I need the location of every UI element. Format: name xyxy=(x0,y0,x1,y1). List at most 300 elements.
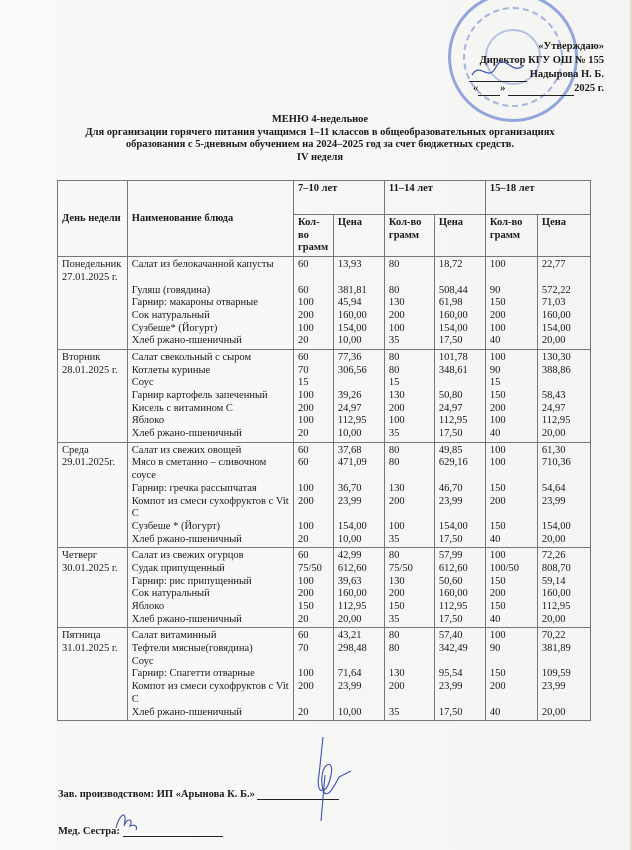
qty-7-10-cell xyxy=(293,548,333,628)
qty-7-10: 200 xyxy=(297,495,314,507)
dish-name: Кисель с витамином С xyxy=(131,402,233,414)
price-11-14: 50,60 xyxy=(438,575,463,587)
qty-15-18: 150 xyxy=(489,601,506,613)
price-7-10: 20,00 xyxy=(337,613,362,625)
qty-7-10: 200 xyxy=(297,402,314,414)
dish-name: Салат из свежих овощей xyxy=(131,444,242,456)
qty-15-18: 40 xyxy=(489,706,501,718)
day-date: 28.01.2025 г. xyxy=(62,364,118,376)
header-age-11-14: 11–14 лет xyxy=(384,181,485,215)
price-11-14: 508,44 xyxy=(438,284,468,296)
dish-name: Салат из свежих огурцов xyxy=(131,550,244,562)
day-date: 29.01.2025г. xyxy=(62,457,115,469)
title-line-2: Для организации горячего питания учащимся 1–11 классов в общеобразовательных организациях xyxy=(85,126,555,138)
day-cell xyxy=(58,442,128,548)
price-15-18: 20,00 xyxy=(541,706,566,718)
price-7-10: 42,99 xyxy=(337,550,362,562)
qty-15-18: 100 xyxy=(489,444,506,456)
price-15-18 xyxy=(542,656,586,669)
price-15-18: 160,00 xyxy=(541,588,571,600)
qty-15-18: 100/50 xyxy=(489,562,520,574)
price-15-18: 72,26 xyxy=(541,550,566,562)
dish-name: Компот из смеси сухофруктов с Vit C xyxy=(131,495,289,520)
price-7-10: 154,00 xyxy=(337,322,367,334)
qty-7-10: 100 xyxy=(297,297,314,309)
price-7-10: 43,21 xyxy=(337,630,362,642)
price-7-10: 10,00 xyxy=(337,533,362,545)
price-7-10: 154,00 xyxy=(337,520,367,532)
price-7-10: 77,36 xyxy=(337,351,362,363)
qty-11-14: 80 xyxy=(388,351,400,363)
qty-15-18: 150 xyxy=(489,390,506,401)
qty-11-14: 130 xyxy=(388,482,405,494)
price-7-10 xyxy=(338,656,380,669)
price-11-14: 112,95 xyxy=(438,601,468,613)
qty-7-10: 70 xyxy=(297,643,309,655)
approval-director: Директор КГУ ОШ № 155 xyxy=(479,55,604,66)
price-7-10: 36,70 xyxy=(337,482,362,494)
price-15-18: 24,97 xyxy=(541,402,566,414)
price-11-14: 160,00 xyxy=(438,309,468,321)
price-11-14: 348,61 xyxy=(438,364,468,376)
qty-15-18: 100 xyxy=(489,259,506,271)
dish-cell xyxy=(127,548,293,628)
qty-15-18: 200 xyxy=(489,309,506,321)
price-7-10-cell xyxy=(333,349,384,442)
day-row xyxy=(58,628,591,721)
qty-15-18: 90 xyxy=(489,364,501,376)
title-line-1: МЕНЮ 4-недельное xyxy=(271,114,369,125)
price-15-18: 54,64 xyxy=(541,482,566,494)
header-price-11-14: Цена xyxy=(434,215,485,257)
qty-7-10: 100 xyxy=(297,415,314,427)
production-signature-icon xyxy=(305,735,355,825)
date-quote-close: » xyxy=(500,83,506,94)
dish-cell xyxy=(127,257,293,350)
qty-11-14: 100 xyxy=(388,520,405,532)
dish-name: Тефтели мясные(говядина) xyxy=(131,643,253,655)
price-15-18-cell xyxy=(537,257,590,350)
qty-7-10: 60 xyxy=(297,630,309,642)
header-age-7-10: 7–10 лет xyxy=(293,181,384,215)
qty-7-10: 20 xyxy=(297,613,309,625)
qty-11-14: 130 xyxy=(388,390,405,401)
day-cell xyxy=(58,257,128,350)
price-15-18: 710,36 xyxy=(541,457,571,469)
qty-11-14: 35 xyxy=(388,706,400,718)
qty-15-18: 150 xyxy=(489,482,506,494)
qty-11-14: 80 xyxy=(388,364,400,376)
price-11-14: 50,80 xyxy=(438,390,463,401)
price-15-18-cell xyxy=(537,442,590,548)
price-15-18: 381,89 xyxy=(541,643,571,655)
dish-name: Салат витаминный xyxy=(131,630,217,642)
qty-7-10 xyxy=(298,656,329,669)
day-name: Понедельник xyxy=(62,259,122,271)
approval-name: Надырова Н. Б. xyxy=(529,69,604,80)
price-11-14: 17,50 xyxy=(438,428,463,440)
qty-15-18: 90 xyxy=(489,643,501,655)
price-11-14-cell xyxy=(434,257,485,350)
qty-7-10: 20 xyxy=(297,533,309,545)
price-15-18: 130,30 xyxy=(541,351,571,363)
header-qty-15-18: Кол-во грамм xyxy=(485,215,537,257)
price-15-18: 20,00 xyxy=(541,428,566,440)
price-11-14-cell xyxy=(434,442,485,548)
qty-11-14: 200 xyxy=(388,495,405,507)
qty-15-18-cell xyxy=(485,442,537,548)
qty-15-18: 200 xyxy=(489,402,506,414)
qty-11-14: 80 xyxy=(388,259,400,271)
dish-name: Компот из смеси сухофруктов с Vit C xyxy=(131,681,289,705)
qty-15-18: 150 xyxy=(489,575,506,587)
qty-11-14: 130 xyxy=(388,668,405,680)
price-11-14: 24,97 xyxy=(438,402,463,414)
price-11-14: 49,85 xyxy=(438,444,463,456)
price-7-10: 13,93 xyxy=(337,259,362,271)
nurse-signature-icon xyxy=(112,808,142,832)
price-15-18: 23,99 xyxy=(541,681,566,693)
price-15-18: 61,30 xyxy=(541,444,566,456)
price-15-18: 388,86 xyxy=(541,364,571,376)
price-7-10: 160,00 xyxy=(337,588,367,600)
qty-7-10-cell xyxy=(293,442,333,548)
qty-15-18: 40 xyxy=(489,335,501,347)
qty-11-14: 80 xyxy=(388,643,400,655)
price-7-10: 112,95 xyxy=(337,601,367,613)
qty-15-18: 150 xyxy=(489,668,506,680)
price-7-10-cell xyxy=(333,257,384,350)
qty-7-10: 100 xyxy=(297,482,314,494)
dish-name: Сок натуральный xyxy=(131,309,210,321)
price-11-14: 154,00 xyxy=(438,520,468,532)
qty-7-10: 100 xyxy=(297,575,314,587)
dish-name: Салат свекольный с сыром xyxy=(131,351,252,363)
title-line-3: образования с 5-дневным обучением на 2024–2025 год за счет бюджетных средств. xyxy=(125,139,515,150)
day-row xyxy=(58,548,591,628)
dish-name: Судак припущенный xyxy=(131,562,225,574)
qty-11-14: 200 xyxy=(388,681,405,693)
qty-7-10: 70 xyxy=(297,364,309,376)
dish-cell xyxy=(127,442,293,548)
qty-11-14: 75/50 xyxy=(388,562,413,574)
qty-7-10: 60 xyxy=(297,284,309,296)
qty-15-18: 150 xyxy=(489,297,506,309)
price-7-10: 39,63 xyxy=(337,575,362,587)
qty-15-18 xyxy=(490,656,533,669)
price-7-10: 71,64 xyxy=(337,668,362,680)
nurse-label: Мед. Сестра: xyxy=(58,826,120,837)
qty-7-10: 60 xyxy=(297,457,309,469)
price-11-14: 629,16 xyxy=(438,457,468,469)
qty-11-14-cell xyxy=(384,349,434,442)
production-head-line xyxy=(58,789,339,800)
price-7-10: 298,48 xyxy=(337,643,367,655)
dish-name: Хлеб ржано-пшеничный xyxy=(131,428,242,440)
price-11-14: 17,50 xyxy=(438,533,463,545)
qty-7-10: 20 xyxy=(297,706,309,718)
qty-15-18: 150 xyxy=(489,520,506,532)
day-cell xyxy=(58,548,128,628)
qty-15-18: 100 xyxy=(489,457,506,469)
qty-11-14: 200 xyxy=(388,402,405,414)
price-7-10: 160,00 xyxy=(337,309,367,321)
price-15-18: 154,00 xyxy=(541,322,571,334)
price-11-14-cell xyxy=(434,628,485,721)
qty-11-14: 35 xyxy=(388,335,400,347)
price-15-18: 58,43 xyxy=(541,390,566,401)
dish-name: Мясо в сметанно – сливочном соусе xyxy=(131,457,267,482)
header-dish: Наименование блюда xyxy=(127,181,293,257)
price-11-14: 154,00 xyxy=(438,322,468,334)
qty-15-18-cell xyxy=(485,349,537,442)
nurse-signature-line xyxy=(123,836,223,837)
price-7-10: 39,26 xyxy=(337,390,362,401)
qty-7-10-cell xyxy=(293,349,333,442)
qty-11-14 xyxy=(389,656,430,669)
price-15-18: 572,22 xyxy=(541,284,571,296)
price-11-14: 112,95 xyxy=(438,415,468,427)
dish-name: Сок натуральный xyxy=(131,588,210,600)
dish-name: Гуляш (говядина) xyxy=(131,284,211,296)
price-7-10: 10,00 xyxy=(337,706,362,718)
qty-7-10: 100 xyxy=(297,668,314,680)
dish-name: Яблоко xyxy=(131,601,165,613)
price-7-10: 23,99 xyxy=(337,495,362,507)
qty-7-10-cell xyxy=(293,257,333,350)
price-15-18: 154,00 xyxy=(541,520,571,532)
price-7-10: 612,60 xyxy=(337,562,367,574)
qty-7-10: 75/50 xyxy=(297,562,322,574)
price-7-10: 24,97 xyxy=(337,402,362,414)
day-date: 27.01.2025 г. xyxy=(62,271,118,283)
price-11-14: 342,49 xyxy=(438,643,468,655)
header-qty-11-14: Кол-во грамм xyxy=(384,215,434,257)
date-month-blank xyxy=(508,95,574,96)
price-7-10-cell xyxy=(333,628,384,721)
price-11-14: 95,54 xyxy=(438,668,463,680)
price-15-18-cell xyxy=(537,548,590,628)
qty-11-14: 130 xyxy=(388,297,405,309)
qty-15-18: 100 xyxy=(489,630,506,642)
dish-name: Гарнир: гречка рассыпчатая xyxy=(131,482,257,494)
price-15-18-cell xyxy=(537,349,590,442)
price-11-14: 61,98 xyxy=(438,297,463,309)
price-11-14: 101,78 xyxy=(438,351,468,363)
price-15-18: 112,95 xyxy=(541,601,571,613)
price-7-10: 306,56 xyxy=(337,364,367,376)
price-15-18: 23,99 xyxy=(541,495,566,507)
header-price-7-10: Цена xyxy=(333,215,384,257)
qty-11-14: 200 xyxy=(388,588,405,600)
qty-7-10: 200 xyxy=(297,588,314,600)
qty-7-10: 60 xyxy=(297,259,309,271)
header-qty-7-10: Кол-во грамм xyxy=(293,215,333,257)
day-cell xyxy=(58,349,128,442)
qty-15-18: 200 xyxy=(489,495,506,507)
price-11-14-cell xyxy=(434,548,485,628)
dish-name: Хлеб ржано-пшеничный xyxy=(131,533,242,545)
qty-7-10: 100 xyxy=(297,520,314,532)
day-date: 30.01.2025 г. xyxy=(62,562,118,574)
price-15-18: 71,03 xyxy=(541,297,566,309)
price-7-10: 112,95 xyxy=(337,415,367,427)
price-7-10 xyxy=(338,377,380,390)
qty-11-14: 80 xyxy=(388,550,400,562)
price-15-18: 22,77 xyxy=(541,259,566,271)
dish-name: Гарнир: макароны отварные xyxy=(131,297,258,309)
qty-7-10: 60 xyxy=(297,444,309,456)
qty-11-14-cell xyxy=(384,442,434,548)
price-15-18: 20,00 xyxy=(541,613,566,625)
price-15-18-cell xyxy=(537,628,590,721)
date-quote-open: « xyxy=(473,83,479,94)
qty-15-18: 100 xyxy=(489,351,506,363)
qty-7-10: 100 xyxy=(297,322,314,334)
price-15-18: 20,00 xyxy=(541,533,566,545)
price-11-14 xyxy=(439,377,481,390)
price-11-14: 160,00 xyxy=(438,588,468,600)
qty-7-10: 200 xyxy=(297,309,314,321)
qty-7-10: 20 xyxy=(297,335,309,347)
dish-name: Сузбеше * (Йогурт) xyxy=(131,520,221,532)
qty-7-10: 15 xyxy=(297,377,309,389)
price-15-18: 20,00 xyxy=(541,335,566,347)
qty-15-18: 15 xyxy=(489,377,501,389)
dish-name: Гарнир картофель запеченный xyxy=(131,390,268,401)
price-7-10: 381,81 xyxy=(337,284,367,296)
dish-name: Яблоко xyxy=(131,415,165,427)
price-15-18: 59,14 xyxy=(541,575,566,587)
qty-11-14: 80 xyxy=(388,630,400,642)
day-name: Четверг xyxy=(62,550,98,562)
day-name: Вторник xyxy=(62,351,101,363)
price-7-10-cell xyxy=(333,442,384,548)
price-7-10-cell xyxy=(333,548,384,628)
menu-body xyxy=(58,257,591,721)
qty-15-18-cell xyxy=(485,257,537,350)
dish-name: Хлеб ржано-пшеничный xyxy=(131,613,242,625)
dish-name: Хлеб ржано-пшеничный xyxy=(131,706,242,718)
price-15-18: 70,22 xyxy=(541,630,566,642)
menu-table xyxy=(57,180,591,721)
qty-11-14: 80 xyxy=(388,284,400,296)
day-row xyxy=(58,349,591,442)
qty-15-18: 90 xyxy=(489,284,501,296)
day-cell xyxy=(58,628,128,721)
price-15-18: 808,70 xyxy=(541,562,571,574)
qty-15-18: 100 xyxy=(489,415,506,427)
qty-11-14: 35 xyxy=(388,428,400,440)
header-price-15-18: Цена xyxy=(537,215,590,257)
dish-name: Соус xyxy=(131,377,154,389)
director-signature-icon xyxy=(468,55,528,85)
document-title xyxy=(30,114,610,164)
qty-11-14-cell xyxy=(384,257,434,350)
qty-15-18: 100 xyxy=(489,322,506,334)
qty-15-18: 200 xyxy=(489,588,506,600)
price-7-10: 23,99 xyxy=(337,681,362,693)
qty-15-18: 40 xyxy=(489,613,501,625)
price-7-10: 45,94 xyxy=(337,297,362,309)
price-15-18: 160,00 xyxy=(541,309,571,321)
dish-name: Соус xyxy=(131,655,154,667)
qty-11-14-cell xyxy=(384,548,434,628)
qty-7-10: 60 xyxy=(297,550,309,562)
dish-name: Салат из белокачанной капусты xyxy=(131,259,274,271)
price-11-14: 23,99 xyxy=(438,681,463,693)
price-15-18 xyxy=(542,377,586,390)
qty-11-14: 15 xyxy=(388,377,400,389)
header-row-1 xyxy=(58,181,591,215)
qty-11-14: 200 xyxy=(388,309,405,321)
price-11-14-cell xyxy=(434,349,485,442)
header-age-15-18: 15–18 лет xyxy=(485,181,590,215)
price-15-18: 112,95 xyxy=(541,415,571,427)
qty-11-14-cell xyxy=(384,628,434,721)
price-11-14: 17,50 xyxy=(438,335,463,347)
qty-15-18: 40 xyxy=(489,428,501,440)
qty-11-14: 100 xyxy=(388,322,405,334)
header-day: День недели xyxy=(58,181,128,257)
dish-name: Котлеты куриные xyxy=(131,364,211,376)
price-7-10: 471,09 xyxy=(337,457,367,469)
dish-name: Гарнир: рис припущенный xyxy=(131,575,252,587)
approval-heading: «Утверждаю» xyxy=(538,41,604,52)
qty-7-10-cell xyxy=(293,628,333,721)
title-week: IV неделя xyxy=(296,151,344,163)
price-11-14: 46,70 xyxy=(438,482,463,494)
price-11-14: 18,72 xyxy=(438,259,463,271)
qty-11-14: 80 xyxy=(388,444,400,456)
production-head-label: Зав. производством: ИП «Арынова К. Б.» xyxy=(58,789,255,800)
qty-11-14: 100 xyxy=(388,415,405,427)
dish-cell xyxy=(127,349,293,442)
price-7-10: 37,68 xyxy=(337,444,362,456)
price-7-10: 10,00 xyxy=(337,335,362,347)
day-date: 31.01.2025 г. xyxy=(62,643,118,655)
qty-7-10: 20 xyxy=(297,428,309,440)
price-11-14: 57,99 xyxy=(438,550,463,562)
qty-11-14: 150 xyxy=(388,601,405,613)
price-15-18: 109,59 xyxy=(541,668,571,680)
qty-15-18-cell xyxy=(485,548,537,628)
day-row xyxy=(58,257,591,350)
dish-name: Гарнир: Спагетти отварные xyxy=(131,668,255,680)
day-row xyxy=(58,442,591,548)
qty-15-18-cell xyxy=(485,628,537,721)
dish-name: Сузбеше* (Йогурт) xyxy=(131,322,218,334)
price-7-10: 10,00 xyxy=(337,428,362,440)
qty-7-10: 150 xyxy=(297,601,314,613)
day-name: Среда xyxy=(62,444,89,456)
date-day-blank xyxy=(478,95,500,96)
qty-15-18: 100 xyxy=(489,550,506,562)
qty-15-18: 200 xyxy=(489,681,506,693)
price-11-14: 612,60 xyxy=(438,562,468,574)
qty-7-10: 60 xyxy=(297,351,309,363)
qty-11-14: 80 xyxy=(388,457,400,469)
day-name: Пятница xyxy=(62,630,101,642)
price-11-14: 17,50 xyxy=(438,706,463,718)
price-11-14: 23,99 xyxy=(438,495,463,507)
dish-name: Хлеб ржано-пшеничный xyxy=(131,335,242,347)
qty-11-14: 35 xyxy=(388,613,400,625)
qty-11-14: 35 xyxy=(388,533,400,545)
dish-cell xyxy=(127,628,293,721)
price-11-14: 57,40 xyxy=(438,630,463,642)
qty-7-10: 200 xyxy=(297,681,314,693)
